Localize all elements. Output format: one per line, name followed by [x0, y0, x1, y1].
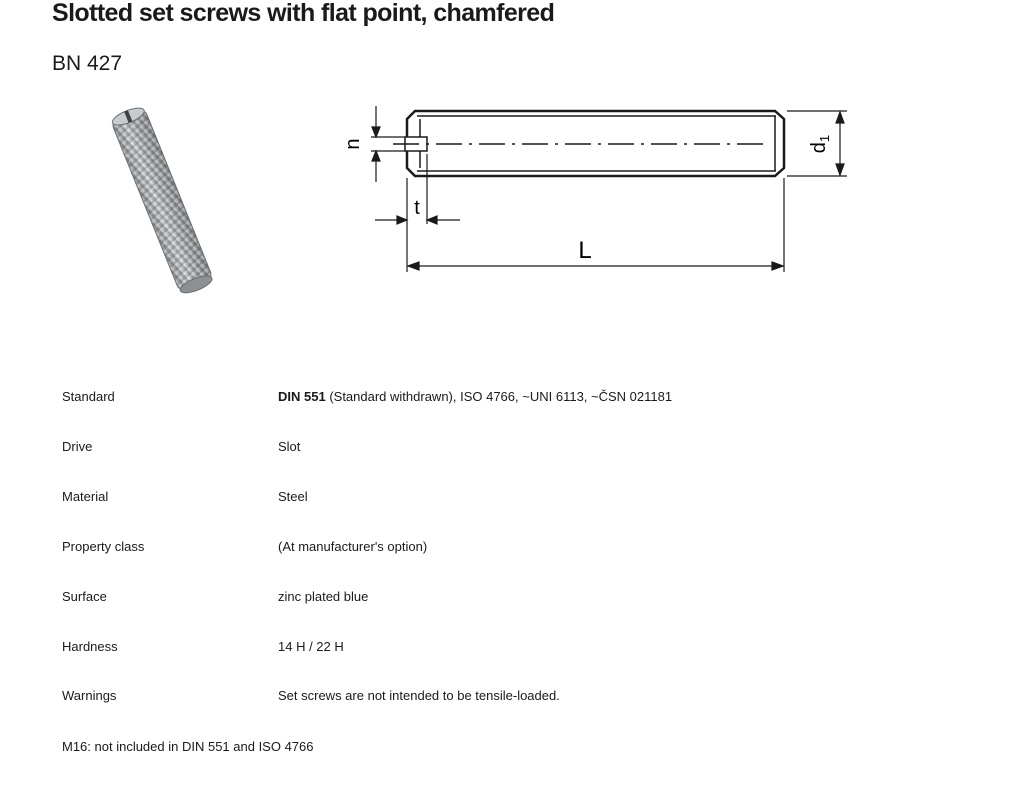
dim-L	[407, 178, 784, 272]
spec-value: zinc plated blue	[278, 589, 369, 604]
spec-label: Material	[62, 489, 109, 504]
spec-label: Warnings	[62, 688, 117, 703]
dim-d1-label: $d_1$	[808, 134, 832, 154]
spec-label: Hardness	[62, 639, 118, 654]
spec-value: (At manufacturer's option)	[278, 539, 428, 554]
dim-t-label: t	[414, 197, 420, 219]
spec-label: Property class	[62, 539, 145, 554]
article-number: BN 427	[52, 52, 123, 75]
spec-label: Standard	[62, 389, 115, 404]
spec-value: Steel	[278, 489, 308, 504]
spec-value: Slot	[278, 439, 301, 454]
spec-label: Surface	[62, 589, 107, 604]
page-title: Slotted set screws with flat point, chamfered	[52, 0, 555, 27]
spec-value: DIN 551 (Standard withdrawn), ISO 4766, ~UNI 6113, ~ČSN 021181	[278, 389, 673, 404]
footnote: M16: not included in DIN 551 and ISO 4766	[62, 739, 314, 754]
technical-drawing	[335, 92, 855, 282]
spec-value: Set screws are not intended to be tensile-loaded.	[278, 688, 560, 703]
dim-L-label: L	[578, 237, 592, 264]
spec-label: Drive	[62, 439, 93, 454]
spec-value-bold: DIN 551	[278, 389, 326, 404]
dim-n-label: n	[342, 138, 364, 150]
product-photo	[100, 95, 225, 305]
spec-value: 14 H / 22 H	[278, 639, 344, 654]
